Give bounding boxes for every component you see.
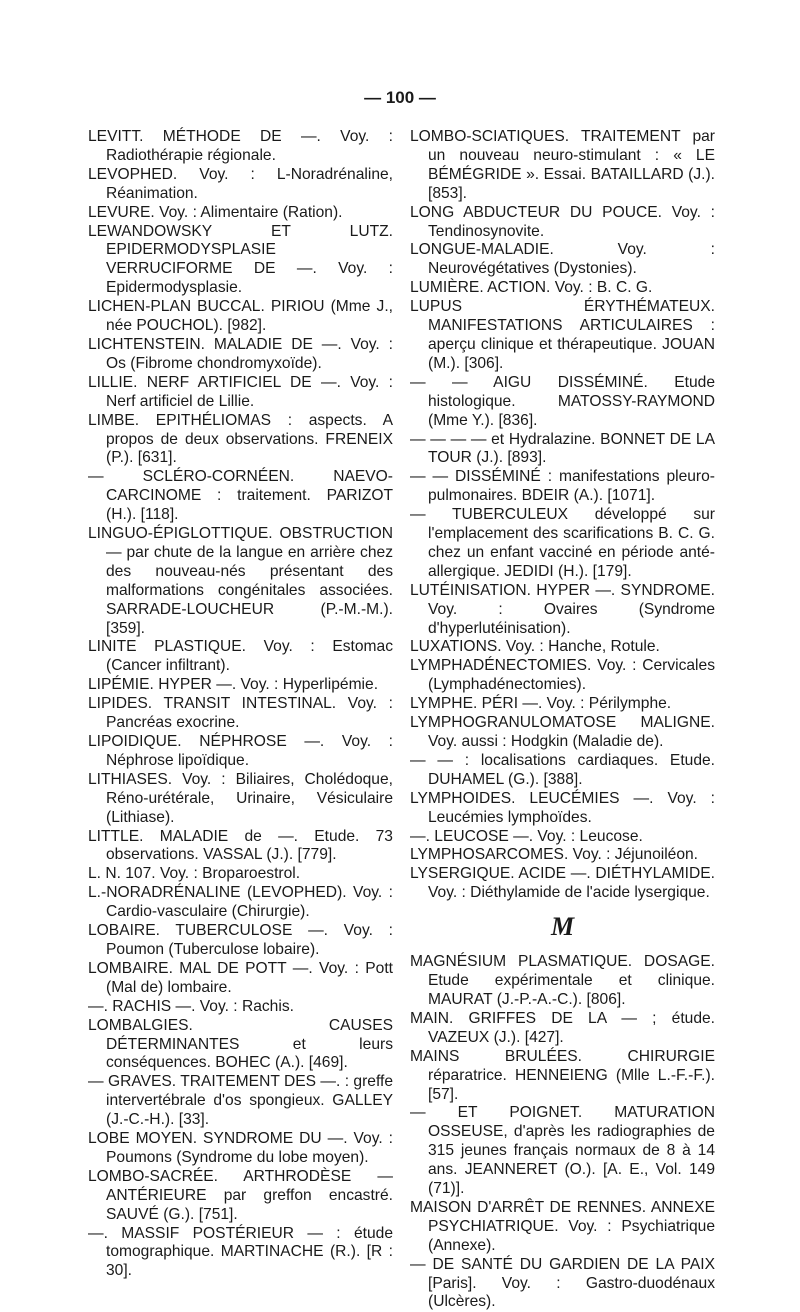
index-entry: — SCLÉRO-CORNÉEN. NAEVO-CARCINOME : traitement. PARIZOT (H.). [118]. xyxy=(88,468,393,524)
index-entry: LITTLE. MALADIE de —. Etude. 73 observations. VASSAL (J.). [779]. xyxy=(88,827,393,864)
index-entry: MAINS BRULÉES. CHIRURGIE réparatrice. HENNEIENG (Mlle L.-F.-F.). [57]. xyxy=(410,1047,715,1103)
index-entry: LYMPHOGRANULOMATOSE MALIGNE. Voy. aussi : Hodgkin (Maladie de). xyxy=(410,714,715,750)
index-entry: LITHIASES. Voy. : Biliaires, Cholédoque, Réno-urétérale, Urinaire, Vésiculaire (Lithiase). xyxy=(88,770,393,826)
index-entry: LEWANDOWSKY ET LUTZ. EPIDERMODYSPLASIE VERRUCIFORME DE —. Voy. : Epidermodysplasie. xyxy=(88,222,393,297)
index-entry: LYMPHOIDES. LEUCÉMIES —. Voy. : Leucémies lymphoïdes. xyxy=(410,789,715,826)
index-entry: — GRAVES. TRAITEMENT DES —. : greffe intervertébrale d'os spongieux. GALLEY (J.-C.-H.). [33]. xyxy=(88,1073,393,1129)
index-entry: LYSERGIQUE. ACIDE —. DIÉTHYLAMIDE. Voy. : Diéthylamide de l'acide lysergique. xyxy=(410,865,715,902)
index-entry: L.-NORADRÉNALINE (LEVOPHED). Voy. : Cardio-vasculaire (Chirurgie). xyxy=(88,884,393,921)
left-column xyxy=(88,128,393,1281)
index-entry: LIPOIDIQUE. NÉPHROSE —. Voy. : Néphrose lipoïdique. xyxy=(88,733,393,769)
index-entry: LOMBAIRE. MAL DE POTT —. Voy. : Pott (Mal de) lombaire. xyxy=(88,959,393,996)
index-entry: LOBE MOYEN. SYNDROME DU —. Voy. : Poumons (Syndrome du lobe moyen). xyxy=(88,1130,393,1166)
index-entry: LIMBE. EPITHÉLIOMAS : aspects. A propos de deux observations. FRENEIX (P.). [631]. xyxy=(88,411,393,467)
index-entry: LEVURE. Voy. : Alimentaire (Ration). xyxy=(88,203,343,221)
index-entry: —. LEUCOSE —. Voy. : Leucose. xyxy=(410,827,643,845)
index-entry: —. RACHIS —. Voy. : Rachis. xyxy=(88,997,294,1015)
index-entry: LICHTENSTEIN. MALADIE DE —. Voy. : Os (Fibrome chondromyxoïde). xyxy=(88,335,393,372)
index-entry: LINITE PLASTIQUE. Voy. : Estomac (Cancer infiltrant). xyxy=(88,638,393,675)
index-entry: LICHEN-PLAN BUCCAL. PIRIOU (Mme J., née POUCHOL). [982]. xyxy=(88,298,393,335)
right-column xyxy=(410,128,715,1312)
index-entry: —. MASSIF POSTÉRIEUR — : étude tomographique. MARTINACHE (R.). [R : 30]. xyxy=(88,1224,393,1280)
index-entry: LUPUS ÉRYTHÉMATEUX. MANIFESTATIONS ARTICULAIRES : aperçu clinique et thérapeutique. JOUAN (M.). [306]. xyxy=(410,298,715,372)
index-entry: LEVOPHED. Voy. : L-Noradrénaline, Réanimation. xyxy=(88,165,393,202)
index-entry: MAISON D'ARRÊT DE RENNES. ANNEXE PSYCHIATRIQUE. Voy. : Psychiatrique (Annexe). xyxy=(410,1198,715,1254)
index-entry: LUMIÈRE. ACTION. Voy. : B. C. G. xyxy=(410,279,653,297)
index-entry: LYMPHOSARCOMES. Voy. : Jéjunoiléon. xyxy=(410,846,699,864)
index-entry: LYMPHE. PÉRI —. Voy. : Périlymphe. xyxy=(410,695,672,713)
index-entry: LEVITT. MÉTHODE DE —. Voy. : Radiothérapie régionale. xyxy=(88,128,393,164)
index-entry: L. N. 107. Voy. : Broparoestrol. xyxy=(88,865,301,883)
index-entry: MAGNÉSIUM PLASMATIQUE. DOSAGE. Etude expérimentale et clinique. MAURAT (J.-P.-A.-C.). [806]. xyxy=(410,953,715,1008)
index-entry: LOMBALGIES. CAUSES DÉTERMINANTES et leurs conséquences. BOHEC (A.). [469]. xyxy=(88,1016,393,1072)
index-entry: LUTÉINISATION. HYPER —. SYNDROME. Voy. : Ovaires (Syndrome d'hyperlutéinisation). xyxy=(410,581,715,637)
section-letter: M xyxy=(550,912,575,942)
index-entry: LONG ABDUCTEUR DU POUCE. Voy. : Tendinosynovite. xyxy=(410,203,715,240)
index-entry: — ET POIGNET. MATURATION OSSEUSE, d'après les radiographies de 315 jeunes français normaux de 8 à 14 ans. JEANNERET (O.). [A. E., Vol. 149 (71)]. xyxy=(410,1104,715,1198)
index-entry: LIPÉMIE. HYPER —. Voy. : Hyperlipémie. xyxy=(88,676,379,694)
index-entry: LYMPHADÉNECTOMIES. Voy. : Cervicales (Lymphadénectomies). xyxy=(410,657,715,694)
index-entry: — — DISSÉMINÉ : manifestations pleuro-pulmonaires. BDEIR (A.). [1071]. xyxy=(410,468,715,505)
index-entry: — — : localisations cardiaques. Etude. DUHAMEL (G.). [388]. xyxy=(410,751,715,788)
index-entry: LILLIE. NERF ARTIFICIEL DE —. Voy. : Nerf artificiel de Lillie. xyxy=(88,373,393,410)
index-entry: LOMBO-SACRÉE. ARTHRODÈSE — ANTÉRIEURE par greffon encastré. SAUVÉ (G.). [751]. xyxy=(88,1167,393,1223)
index-entry: — TUBERCULEUX développé sur l'emplacement des scarifications B. C. G. chez un enfant vacciné en période anté-allergique. JEDIDI (H.). [179]. xyxy=(410,506,715,580)
index-entry: LOBAIRE. TUBERCULOSE —. Voy. : Poumon (Tuberculose lobaire). xyxy=(88,922,393,958)
index-entry: — — AIGU DISSÉMINÉ. Etude histologique. MATOSSY-RAYMOND (Mme Y.). [836]. xyxy=(410,373,715,429)
index-entry: — — — — et Hydralazine. BONNET DE LA TOUR (J.). [893]. xyxy=(410,430,715,467)
index-entry: LINGUO-ÉPIGLOTTIQUE. OBSTRUCTION — par chute de la langue en arrière chez des nouveau-nés présentant des malformations congénitales associées. SARRADE-LOUCHEUR (P.-M.-M.). [359]. xyxy=(88,525,393,637)
index-entry: — DE SANTÉ DU GARDIEN DE LA PAIX [Paris]. Voy. : Gastro-duodénaux (Ulcères). xyxy=(410,1255,715,1311)
index-entry: LIPIDES. TRANSIT INTESTINAL. Voy. : Pancréas exocrine. xyxy=(88,695,393,732)
index-entry: LUXATIONS. Voy. : Hanche, Rotule. xyxy=(410,638,660,656)
page-number: — 100 — xyxy=(364,88,436,107)
index-entry: MAIN. GRIFFES DE LA — ; étude. VAZEUX (J.). [427]. xyxy=(410,1009,715,1046)
index-entry: LONGUE-MALADIE. Voy. : Neurovégétatives (Dystonies). xyxy=(410,241,715,278)
index-entry: LOMBO-SCIATIQUES. TRAITEMENT par un nouveau neuro-stimulant : « LE BÉMÉGRIDE ». Essai. BATAILLARD (J.). [853]. xyxy=(410,128,715,202)
